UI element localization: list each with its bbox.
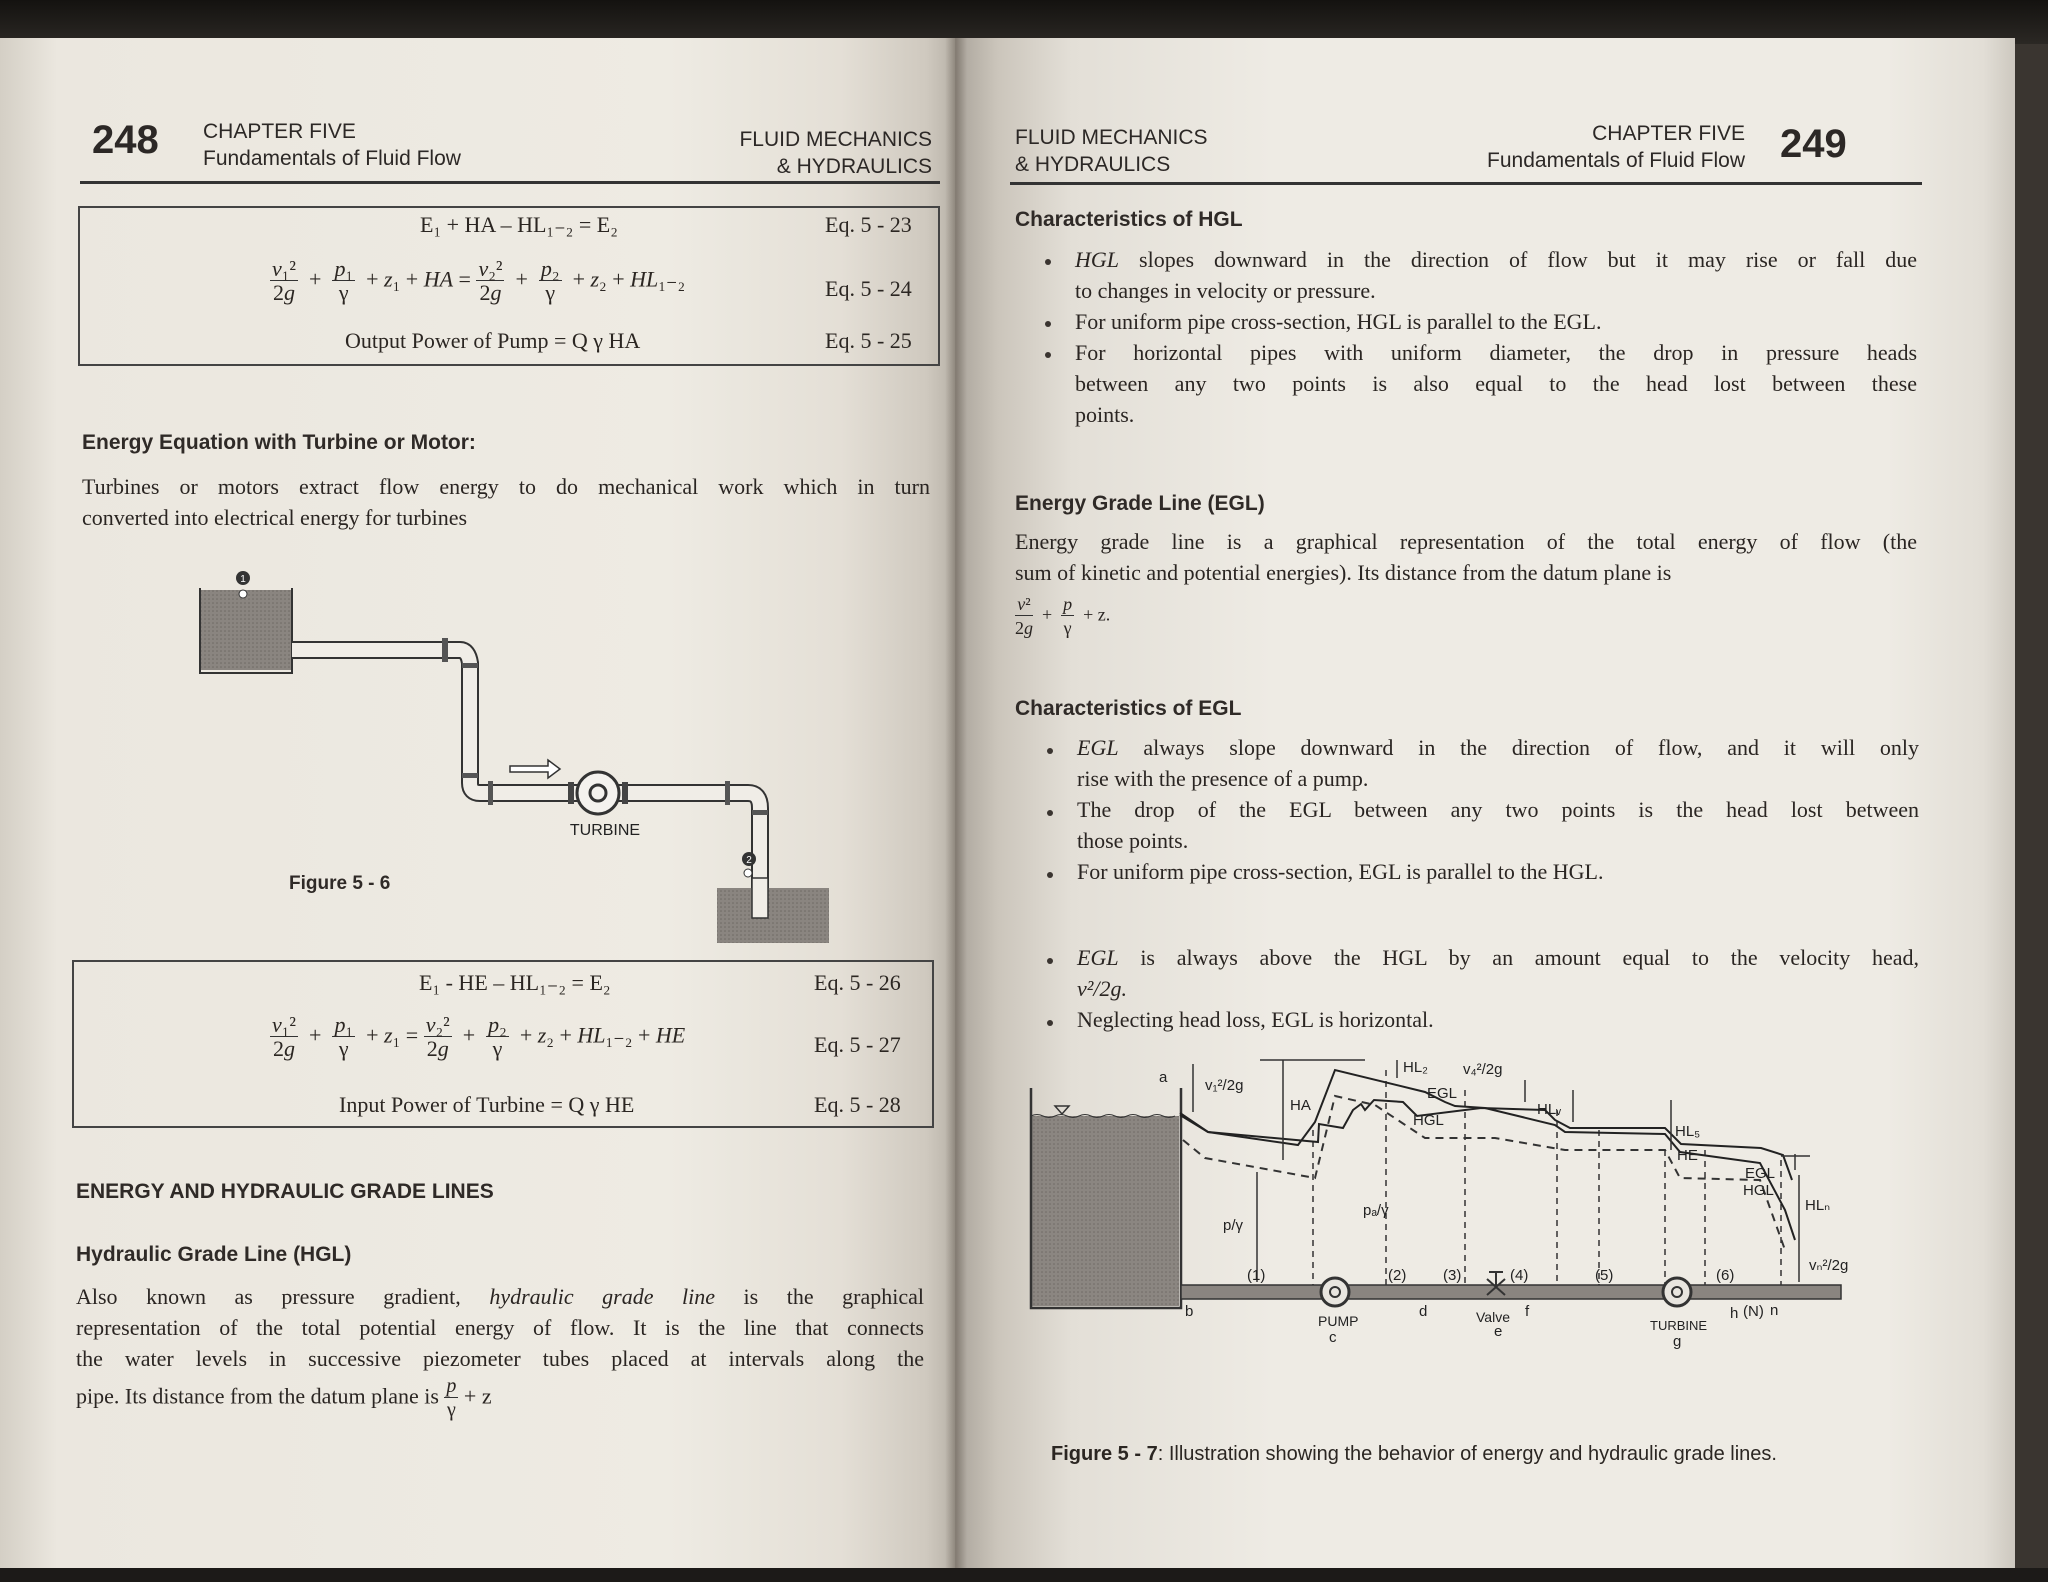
turbine-figure bbox=[180, 518, 840, 958]
label-vn: vₙ²/2g bbox=[1809, 1257, 1849, 1274]
fraction-p-gamma: $\frac{p}{\gamma}$ bbox=[446, 1375, 457, 1421]
turbine-flange-left bbox=[568, 782, 574, 804]
turbine-paragraph-line1: Turbines or motors extract flow energy to do mechanical work which in turn bbox=[82, 474, 930, 499]
point-2-label: 2 bbox=[746, 855, 752, 866]
label-v4: v₄²/2g bbox=[1463, 1061, 1503, 1078]
pipe bbox=[1181, 1285, 1841, 1299]
label-hl5: HL₅ bbox=[1675, 1123, 1701, 1140]
egl-bullet-4-line1: EGL is always above the HGL by an amount equal to the velocity head, bbox=[1077, 945, 1920, 970]
fraction-p-gamma: $\frac{p}{\gamma}$ bbox=[1063, 594, 1073, 638]
label-hlv: HLᵥ bbox=[1537, 1101, 1561, 1118]
label-pd: pₐ/γ bbox=[1363, 1202, 1389, 1219]
lower-reservoir bbox=[717, 888, 829, 943]
hgl-paragraph-line3: the water levels in successive piezometer tubes placed at intervals along the bbox=[76, 1346, 924, 1371]
right-page bbox=[955, 38, 2015, 1570]
turbine-equations-box bbox=[72, 960, 934, 1128]
hgl-para-l4: pipe. Its distance from the datum plane is bbox=[76, 1383, 439, 1409]
hgl-paragraph-line2: representation of the total potential energy of flow. It is the line that connects bbox=[76, 1315, 924, 1340]
pipe-flange bbox=[462, 773, 478, 778]
egl-formula: $\frac{\text{v²}}{2g}$ + $\frac{p}{\gamma}$ + z. bbox=[1015, 594, 1111, 638]
hgl-heading: Hydraulic Grade Line (HGL) bbox=[76, 1243, 352, 1266]
pipe-outlet bbox=[752, 878, 768, 918]
egl-characteristics-heading: Characteristics of EGL bbox=[1015, 697, 1242, 720]
label-hgl: HGL bbox=[1413, 1112, 1444, 1129]
fraction-p1: $\frac{\text{p₁}}{\gamma}$ bbox=[334, 1012, 354, 1061]
pump-hub bbox=[1330, 1287, 1340, 1297]
header-rule bbox=[1010, 182, 1922, 185]
point-1-label: 1 bbox=[240, 574, 246, 585]
header-chapter bbox=[1355, 120, 1745, 174]
flow-arrow-icon bbox=[510, 760, 560, 778]
pipe-flange bbox=[442, 638, 448, 662]
eq-5-27-number: Eq. 5 - 27 bbox=[814, 1032, 901, 1057]
turbine-paragraph-line2: converted into electrical energy for turbines bbox=[82, 505, 468, 530]
hgl-bullet-3-line1: For horizontal pipes with uniform diameter, the drop in pressure heads bbox=[1075, 340, 1917, 365]
hgl-para-l1c: is the graphical bbox=[743, 1284, 924, 1309]
egl-bullet-5: Neglecting head loss, EGL is horizontal. bbox=[1077, 1007, 1434, 1032]
grade-lines-heading: ENERGY AND HYDRAULIC GRADE LINES bbox=[76, 1180, 494, 1203]
egl-hgl-figure bbox=[1025, 1050, 1875, 1400]
header-chapter-line2: Fundamentals of Fluid Flow bbox=[203, 147, 461, 170]
fraction-p1: $\frac{\text{p₁}}{\gamma}$ bbox=[334, 256, 354, 305]
label-section-3: (3) bbox=[1443, 1267, 1462, 1284]
egl-line-main bbox=[1180, 1070, 1795, 1240]
eq-5-28-number: Eq. 5 - 28 bbox=[814, 1092, 901, 1117]
left-page bbox=[0, 38, 955, 1570]
hgl-bullet-1 bbox=[1075, 244, 1917, 306]
egl-paragraph bbox=[1015, 526, 1917, 588]
water-level-icon bbox=[1055, 1106, 1069, 1114]
eq-5-24-number: Eq. 5 - 24 bbox=[825, 276, 912, 301]
label-a: a bbox=[1159, 1069, 1168, 1086]
reservoir-water bbox=[1031, 1116, 1179, 1306]
bullet-icon bbox=[1045, 259, 1051, 265]
egl-paragraph-line2: sum of kinetic and potential energies). Its distance from the datum plane is bbox=[1015, 560, 1672, 585]
label-ha: HA bbox=[1290, 1097, 1311, 1114]
header-book bbox=[1015, 124, 1208, 178]
turbine-flange-right bbox=[622, 782, 628, 804]
egl-bullet-1 bbox=[1077, 732, 1919, 794]
label-v1: v₁²/2g bbox=[1205, 1077, 1244, 1094]
egl-bullet-4-text: is always above the HGL by an amount equal to the velocity head, bbox=[1140, 945, 1920, 970]
figure-5-7-caption-bold: Figure 5 - 7 bbox=[1051, 1443, 1158, 1465]
label-e: e bbox=[1494, 1323, 1503, 1340]
pipe-flange bbox=[752, 810, 768, 815]
hgl-para-term: hydraulic grade line bbox=[489, 1284, 715, 1309]
pipe-flange bbox=[488, 781, 493, 805]
label-section-4: (4) bbox=[1510, 1267, 1529, 1284]
bullet-icon bbox=[1047, 958, 1053, 964]
turbine-hub bbox=[1672, 1287, 1682, 1297]
egl-bullet-2-line2: those points. bbox=[1077, 828, 1189, 853]
fraction-v1: $\frac{\text{v₁²}}{2g}$ bbox=[272, 1012, 297, 1061]
point-2-marker bbox=[744, 869, 752, 877]
turbine-heading: Energy Equation with Turbine or Motor: bbox=[82, 431, 476, 454]
hgl-characteristics-heading: Characteristics of HGL bbox=[1015, 208, 1243, 231]
egl-bullet-4-line2: v²/2g. bbox=[1077, 976, 1127, 1001]
page-number-248: 248 bbox=[92, 118, 159, 162]
book-spine-shadow bbox=[945, 38, 967, 1570]
dimension-arrows bbox=[1193, 1060, 1810, 1282]
bottom-shadow bbox=[0, 1568, 2048, 1582]
bullet-icon bbox=[1045, 321, 1051, 327]
label-section-n: (N) bbox=[1743, 1303, 1764, 1320]
fraction-p2: $\frac{\text{p₂}}{\gamma}$ bbox=[488, 1012, 507, 1061]
eq-5-26: E₁ - HE – HL₁₋₂ = E₂ bbox=[419, 970, 611, 995]
label-section-5: (5) bbox=[1595, 1267, 1614, 1284]
hgl-paragraph-line4: pipe. Its distance from the datum plane is $\frac{p}{\gamma}$ + z bbox=[76, 1375, 492, 1421]
eq-5-23: E₁ + HA – HL₁₋₂ = E₂ bbox=[420, 212, 618, 237]
pipe-flange bbox=[462, 663, 478, 668]
hgl-bullet-3-line3: points. bbox=[1075, 402, 1135, 427]
bullet-icon bbox=[1047, 810, 1053, 816]
label-g: g bbox=[1673, 1333, 1682, 1350]
bullet-icon bbox=[1047, 1020, 1053, 1026]
bullet-icon bbox=[1047, 748, 1053, 754]
egl-heading: Energy Grade Line (EGL) bbox=[1015, 492, 1265, 515]
label-pump: PUMP bbox=[1318, 1313, 1359, 1329]
label-c: c bbox=[1329, 1329, 1337, 1346]
eq-5-28: Input Power of Turbine = Q γ HE bbox=[339, 1092, 635, 1117]
header-book-line1: FLUID MECHANICS bbox=[739, 128, 932, 151]
header-chapter-line1: CHAPTER FIVE bbox=[203, 120, 356, 143]
label-hl2: HL₂ bbox=[1403, 1059, 1428, 1076]
header-chapter-line1: CHAPTER FIVE bbox=[1592, 122, 1745, 145]
hgl-bullet-3 bbox=[1075, 337, 1917, 430]
label-section-2: (2) bbox=[1388, 1267, 1407, 1284]
label-b: b bbox=[1185, 1303, 1194, 1320]
fraction-v2: $\frac{\text{v₂²}}{2g}$ bbox=[478, 256, 503, 305]
eq-5-25-number: Eq. 5 - 25 bbox=[825, 328, 912, 353]
bullet-icon bbox=[1045, 352, 1051, 358]
label-hln: HLₙ bbox=[1805, 1197, 1831, 1214]
bullet-icon bbox=[1047, 872, 1053, 878]
eq-5-25: Output Power of Pump = Q γ HA bbox=[345, 328, 641, 353]
header-book-line2: & HYDRAULICS bbox=[776, 155, 932, 178]
fraction-p2: $\frac{\text{p₂}}{\gamma}$ bbox=[540, 256, 560, 305]
label-egl-2: EGL bbox=[1745, 1165, 1776, 1182]
hgl-bullet-3-line2: between any two points is also equal to the head lost between these bbox=[1075, 371, 1917, 396]
header-book-line2: & HYDRAULICS bbox=[1015, 153, 1171, 176]
egl-line bbox=[1180, 1100, 1792, 1180]
egl-bullet-3: For uniform pipe cross-section, EGL is parallel to the HGL. bbox=[1077, 859, 1604, 884]
turbine-hub bbox=[590, 785, 606, 801]
pipe-flange bbox=[725, 781, 730, 805]
figure-5-6-caption: Figure 5 - 6 bbox=[289, 873, 391, 894]
label-hgl-2: HGL bbox=[1743, 1182, 1774, 1199]
hgl-bullet-2: For uniform pipe cross-section, HGL is parallel to the EGL. bbox=[1075, 309, 1602, 334]
fraction-v2-2g: $\frac{\text{v²}}{2g}$ bbox=[1015, 594, 1033, 638]
egl-bullet-1-line2: rise with the presence of a pump. bbox=[1077, 766, 1369, 791]
hgl-bullet-1-text: slopes downward in the direction of flow but it may rise or fall due bbox=[1139, 247, 1917, 272]
label-turbine: TURBINE bbox=[1650, 1318, 1708, 1333]
hgl-paragraph bbox=[76, 1281, 924, 1374]
turbine-label: TURBINE bbox=[569, 822, 641, 839]
egl-bullet-1-text: always slope downward in the direction of flow, and it will only bbox=[1143, 735, 1919, 760]
figure-5-7-caption-text: : Illustration showing the behavior of energy and hydraulic grade lines. bbox=[1157, 1443, 1777, 1465]
label-n: n bbox=[1770, 1302, 1779, 1319]
eq-5-23-number: Eq. 5 - 23 bbox=[825, 212, 912, 237]
egl-bullet-2-line1: The drop of the EGL between any two points is the head lost between bbox=[1077, 797, 1919, 822]
eq-5-26-number: Eq. 5 - 26 bbox=[814, 970, 901, 995]
hgl-para-l1a: Also known as pressure gradient, bbox=[76, 1284, 461, 1309]
header-chapter-line2: Fundamentals of Fluid Flow bbox=[1487, 149, 1745, 172]
fraction-v2: $\frac{\text{v₂²}}{2g}$ bbox=[425, 1012, 450, 1061]
label-p: p/γ bbox=[1223, 1217, 1244, 1234]
figure-5-7-caption bbox=[1051, 1443, 1777, 1466]
header-book bbox=[700, 126, 932, 180]
eq-5-24: $\frac{\text{v₁²}}{2g}$ + $\frac{\text{p₁}}{\gamma}$ + z₁ + HA = $\frac{\text{v₂²}}{2g}$ + $\frac{\text{p₂}}{\gamma}$ + z₂ + HL₁₋₂ bbox=[272, 256, 686, 305]
egl-bullet-2 bbox=[1077, 794, 1919, 856]
header-book-line1: FLUID MECHANICS bbox=[1015, 126, 1208, 149]
label-valve: Valve bbox=[1476, 1309, 1510, 1325]
egl-bullet-4 bbox=[1077, 942, 1919, 1004]
page-number-249: 249 bbox=[1780, 122, 1847, 166]
pump-equations-box bbox=[78, 206, 940, 366]
label-section-1: (1) bbox=[1247, 1267, 1266, 1284]
hgl-line bbox=[1183, 1096, 1785, 1250]
label-h: h bbox=[1730, 1305, 1739, 1322]
fraction-v1: $\frac{\text{v₁²}}{2g}$ bbox=[272, 256, 297, 305]
egl-paragraph-line1: Energy grade line is a graphical representation of the total energy of flow (the bbox=[1015, 529, 1917, 554]
label-he: HE bbox=[1677, 1147, 1698, 1164]
header-rule bbox=[80, 181, 940, 184]
eq-5-27: $\frac{\text{v₁²}}{2g}$ + $\frac{\text{p₁}}{\gamma}$ + z₁ = $\frac{\text{v₂²}}{2g}$ + $\frac{\text{p₂}}{\gamma}$ + z₂ + HL₁₋₂ + HE bbox=[272, 1012, 686, 1061]
hgl-paragraph-line1 bbox=[76, 1281, 924, 1312]
label-egl: EGL bbox=[1427, 1085, 1458, 1102]
header-chapter bbox=[203, 118, 461, 172]
hgl-bullet-1-line1: HGL slopes downward in the direction of flow but it may rise or fall due bbox=[1075, 247, 1917, 272]
hgl-bullet-1-line2: to changes in velocity or pressure. bbox=[1075, 278, 1376, 303]
label-section-6: (6) bbox=[1716, 1267, 1735, 1284]
figure-labels bbox=[1159, 1059, 1848, 1350]
label-d: d bbox=[1419, 1303, 1428, 1320]
label-f: f bbox=[1525, 1303, 1530, 1320]
egl-bullet-1-line1: EGL always slope downward in the direction of flow, and it will only bbox=[1077, 735, 1919, 760]
upper-reservoir-water bbox=[200, 590, 292, 670]
point-1-marker bbox=[239, 590, 247, 598]
